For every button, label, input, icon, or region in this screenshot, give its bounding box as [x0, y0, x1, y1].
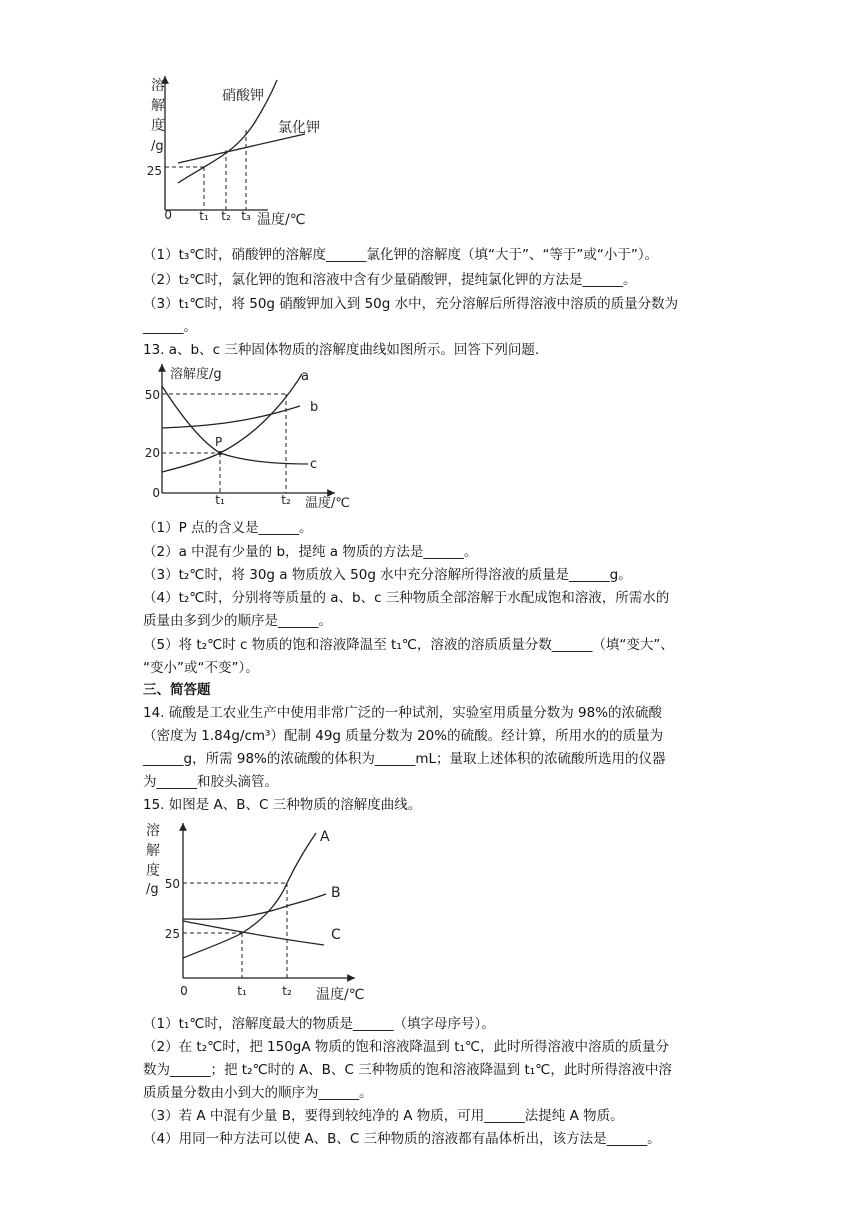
y-axis-label-4: /g	[146, 882, 159, 897]
y-axis-label-3: 度	[146, 863, 160, 879]
x-tick-t1: t₁	[237, 984, 247, 998]
x-axis-label: 温度/℃	[257, 212, 306, 228]
x-tick-t2: t₂	[221, 209, 231, 223]
q15-part2-line2: 数为______；把 t₂℃时的 A、B、C 三种物质的饱和溶液降温到 t₁℃，此时所得溶液中溶	[143, 1062, 672, 1078]
y-axis-label-4: /g	[151, 139, 164, 154]
q15-part3: （3）若 A 中混有少量 B，要得到较纯净的 A 物质，可用______法提纯 A 物质。	[143, 1108, 624, 1124]
origin-label: 0	[164, 208, 172, 222]
q13-part4-cont: 质量由多到少的顺序是______。	[143, 613, 332, 629]
origin-label: 0	[180, 984, 188, 998]
section-heading: 三、简答题	[143, 682, 211, 698]
y-tick-20: 20	[144, 446, 160, 460]
y-tick-50: 50	[144, 388, 160, 402]
x-tick-t2: t₂	[281, 493, 291, 507]
x-tick-t1: t₁	[215, 493, 225, 507]
q15-part4: （4）用同一种方法可以使 A、B、C 三种物质的溶液都有晶体析出，该方法是______。	[143, 1131, 661, 1147]
q15-part2-line3: 质质量分数由小到大的顺序为______。	[143, 1085, 373, 1101]
question-14-line4: 为______和胶头滴管。	[143, 774, 278, 790]
series-label-c: c	[310, 457, 318, 472]
y-tick-50: 50	[164, 877, 180, 891]
series-label-a: A	[320, 829, 330, 845]
y-tick-25: 25	[146, 164, 162, 178]
series-label-b: b	[310, 400, 319, 415]
q13-part5-cont: “变小”或“不变”）。	[143, 660, 259, 676]
solubility-chart-3	[140, 815, 380, 1010]
point-p	[218, 451, 222, 455]
question-14-line3: ______g，所需 98%的浓硫酸的体积为______mL；量取上述体积的浓硫酸所选用的仪器	[143, 751, 666, 767]
series-label-potassium-nitrate: 硝酸钾	[222, 88, 264, 104]
x-axis-label: 温度/℃	[305, 496, 350, 511]
curve-potassium-chloride	[178, 134, 305, 163]
y-axis-label-1: 溶	[146, 823, 160, 839]
curve-b	[162, 406, 300, 428]
solubility-chart-1	[140, 70, 350, 230]
series-label-b: B	[331, 885, 341, 901]
x-tick-t1: t₁	[199, 209, 209, 223]
series-label-c: C	[331, 927, 341, 943]
q15-part1: （1）t₁℃时，溶解度最大的物质是______（填字母序号）。	[143, 1016, 495, 1032]
y-axis-label-2: 解	[151, 98, 165, 114]
q13-part2: （2）a 中混有少量的 b，提纯 a 物质的方法是______。	[143, 544, 478, 560]
y-axis-label: 溶解度/g	[170, 367, 222, 382]
series-label-a: a	[301, 369, 309, 384]
question-14-line2: （密度为 1.84g/cm³）配制 49g 质量分数为 20%的硫酸。经计算，所用水的的质量为	[143, 728, 664, 744]
curve-b	[183, 894, 326, 919]
q12-part1: （1）t₃℃时，硝酸钾的溶解度______氯化钾的溶解度（填“大于”、“等于”或“小于”）。	[143, 247, 659, 263]
q12-part3: （3）t₁℃时，将 50g 硝酸钾加入到 50g 水中，充分溶解后所得溶液中溶质的质量分数为	[143, 296, 679, 312]
y-axis-label-3: 度	[151, 118, 165, 134]
x-tick-t2: t₂	[282, 984, 292, 998]
q13-part5: （5）将 t₂℃时 c 物质的饱和溶液降温至 t₁℃，溶液的溶质质量分数______（填“变大”、	[143, 637, 674, 653]
series-label-potassium-chloride: 氯化钾	[278, 120, 320, 136]
x-tick-t3: t₃	[241, 209, 251, 223]
q13-part4: （4）t₂℃时，分别将等质量的 a、b、c 三种物质全部溶解于水配成饱和溶液，所需水的	[143, 590, 670, 606]
question-13: 13. a、b、c 三种固体物质的溶解度曲线如图所示。回答下列问题.	[143, 342, 540, 358]
q12-part3-cont: ______。	[143, 319, 197, 335]
y-axis-label-2: 解	[146, 843, 160, 859]
solubility-chart-2	[140, 360, 360, 515]
x-axis-label: 温度/℃	[316, 987, 365, 1003]
y-tick-0: 0	[152, 486, 160, 500]
question-14: 14. 硫酸是工农业生产中使用非常广泛的一种试剂，实验室用质量分数为 98%的浓硫酸	[143, 705, 663, 721]
q13-part1: （1）P 点的含义是______。	[143, 520, 313, 536]
y-axis-label-1: 溶	[151, 78, 165, 94]
point-p-label: P	[215, 435, 223, 449]
y-tick-25: 25	[164, 927, 180, 941]
curve-a	[183, 833, 316, 958]
curve-a	[162, 374, 302, 472]
q15-part2: （2）在 t₂℃时，把 150gA 物质的饱和溶液降温到 t₁℃，此时所得溶液中溶质的质量分	[143, 1039, 670, 1055]
q12-part2: （2）t₂℃时，氯化钾的饱和溶液中含有少量硝酸钾，提纯氯化钾的方法是______。	[143, 272, 637, 288]
question-15: 15. 如图是 A、B、C 三种物质的溶解度曲线。	[143, 797, 422, 813]
q13-part3: （3）t₂℃时，将 30g a 物质放入 50g 水中充分溶解所得溶液的质量是______g。	[143, 567, 632, 583]
